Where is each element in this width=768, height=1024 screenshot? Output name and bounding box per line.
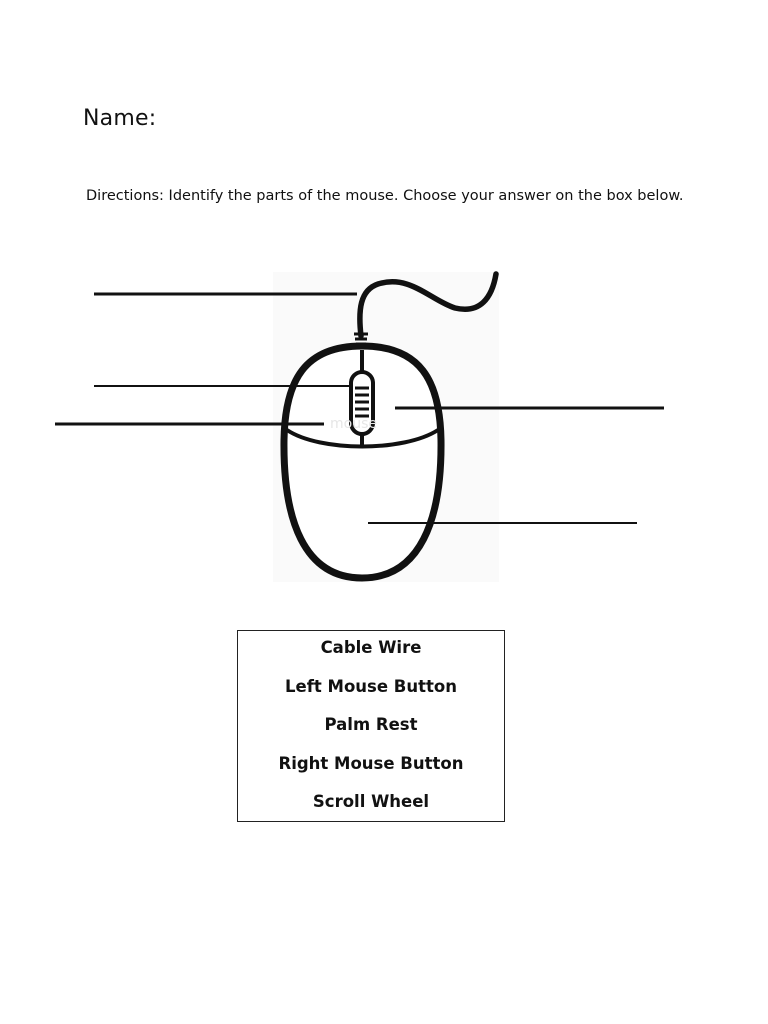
answer-item: Right Mouse Button: [278, 753, 464, 773]
answer-item: Palm Rest: [324, 715, 418, 734]
answer-box: [237, 630, 505, 822]
answer-item: Left Mouse Button: [285, 676, 457, 696]
answer-item: Scroll Wheel: [312, 792, 430, 811]
watermark: mouse: [330, 416, 377, 432]
cable-strain-relief: [354, 334, 368, 344]
name-label: Name:: [83, 106, 157, 131]
answer-item: Cable Wire: [320, 638, 422, 657]
directions-text: Directions: Identify the parts of the mouse. Choose your answer on the box below.: [86, 188, 684, 204]
